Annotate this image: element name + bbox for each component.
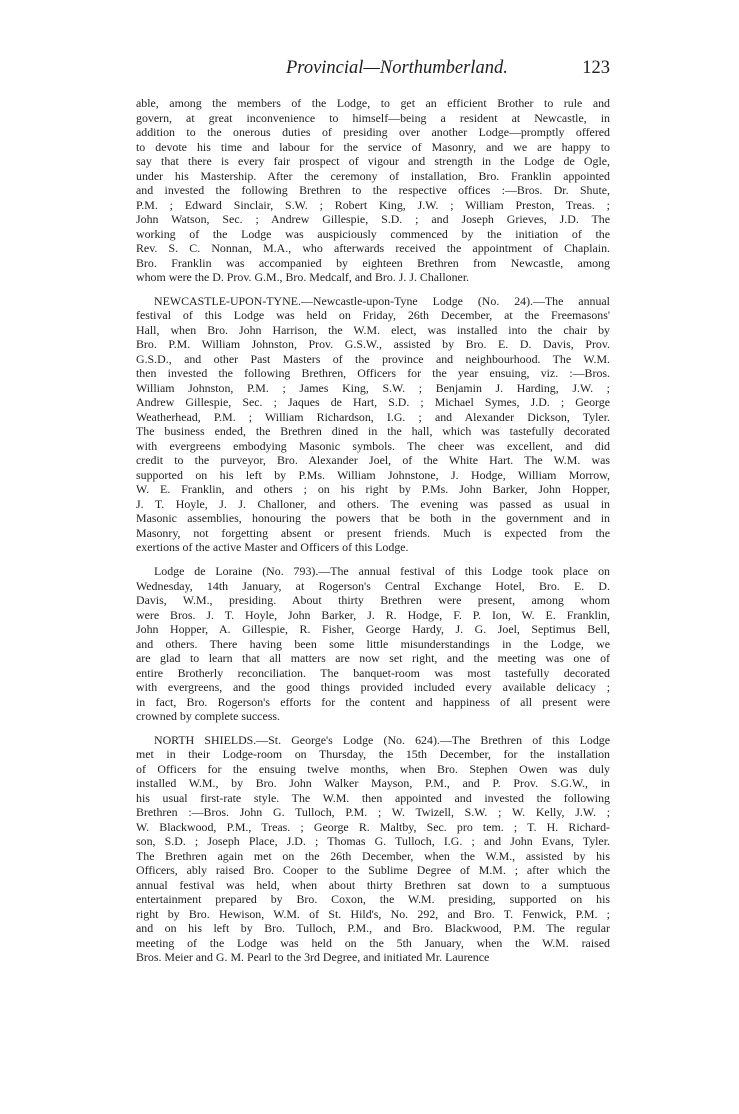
text-line: Wednesday, 14th January, at Rogerson's Central Exchange Hotel, Bro. E. D.	[136, 578, 610, 593]
text-line: annual festival was held, when about thirty Brethren sat down to a sumptuous	[136, 877, 610, 892]
paragraph	[136, 733, 610, 965]
text-line: crowned by complete success.	[136, 709, 280, 724]
text-line: William Johnston, P.M. ; James King, S.W. ; Benjamin J. Harding, J.W. ;	[136, 380, 610, 395]
text-line: NEWCASTLE-UPON-TYNE.—Newcastle-upon-Tyne Lodge (No. 24).—The annual	[154, 293, 610, 308]
text-line: right by Bro. Hewison, W.M. of St. Hild's, No. 292, and Bro. T. Fenwick, P.M. ;	[136, 906, 610, 921]
text-line: whom were the D. Prov. G.M., Bro. Medcalf, and Bro. J. J. Challoner.	[136, 270, 470, 285]
text-line: P.M. ; Edward Sinclair, S.W. ; Robert King, J.W. ; William Preston, Treas. ;	[136, 197, 610, 212]
text-line: Officers, ably raised Bro. Cooper to the Sublime Degree of M.M. ; after which the	[136, 863, 610, 878]
text-line: Bros. Meier and G. M. Pearl to the 3rd Degree, and initiated Mr. Laurence	[136, 950, 490, 965]
text-line: J. T. Hoyle, J. J. Challoner, and others. The evening was passed as usual in	[136, 496, 610, 511]
text-line: working of the Lodge was auspiciously commenced by the initiation of the	[136, 226, 610, 241]
text-line: with evergreens, and the good things provided included every available delicacy ;	[136, 680, 610, 695]
page-number: 123	[582, 58, 610, 78]
text-line: say that there is every fair prospect of vigour and strength in the Lodge de Ogle,	[136, 154, 610, 169]
text-line: then invested the following Brethren, Officers for the year ensuing, viz. :—Bros.	[136, 366, 610, 381]
text-line: Andrew Gillespie, Sec. ; Jaques de Hart, S.D. ; Michael Symes, J.D. ; George	[136, 395, 610, 410]
text-line: able, among the members of the Lodge, to get an efficient Brother to rule and	[136, 96, 610, 110]
text-line: met in their Lodge-room on Thursday, the 15th December, for the installation	[136, 747, 610, 762]
text-line: meeting of the Lodge was held on the 5th January, when the W.M. raised	[136, 935, 610, 950]
text-line: credit to the purveyor, Bro. Alexander Joel, of the White Hart. The W.M. was	[136, 453, 610, 468]
text-line: G.S.D., and other Past Masters of the province and neighbourhood. The W.M.	[136, 351, 610, 366]
text-line: Bro. Franklin was accompanied by eighteen Brethren from Newcastle, among	[136, 255, 610, 270]
text-line: addition to the onerous duties of presiding over another Lodge—promptly offered	[136, 125, 610, 140]
running-title: Provincial—Northumberland.	[286, 58, 508, 78]
text-line: The Brethren again met on the 26th December, when the W.M., assisted by his	[136, 848, 610, 863]
text-line: govern, at great inconvenience to himself—being a resident at Newcastle, in	[136, 110, 610, 125]
paragraph	[136, 294, 610, 555]
article-body	[136, 96, 610, 974]
text-line: are glad to learn that all matters are now set right, and the meeting was one of	[136, 651, 610, 666]
text-line: and others. There having been some little misunderstandings in the Lodge, we	[136, 636, 610, 651]
text-line: W. E. Franklin, and others ; on his right by P.Ms. John Barker, John Hopper,	[136, 482, 610, 497]
text-line: The business ended, the Brethren dined in the hall, which was tastefully decorated	[136, 424, 610, 439]
text-line: installed W.M., by Bro. John Walker Mayson, P.M., and P. Prov. S.G.W., in	[136, 776, 610, 791]
text-line: Masonic assemblies, honouring the powers that be both in the government and in	[136, 511, 610, 526]
text-line: his usual first-rate style. The W.M. then appointed and invested the following	[136, 790, 610, 805]
text-line: festival of this Lodge was held on Friday, 26th December, at the Freemasons'	[136, 308, 610, 323]
text-line: Masonry, not forgetting absent or present friends. Much is expected from the	[136, 525, 610, 540]
text-line: NORTH SHIELDS.—St. George's Lodge (No. 624).—The Brethren of this Lodge	[154, 732, 610, 747]
page-header	[136, 58, 610, 84]
paragraph	[136, 96, 610, 285]
text-line: and invested the following Brethren to the respective offices :—Bros. Dr. Shute,	[136, 183, 610, 198]
text-line: under his Mastership. After the ceremony of installation, Bro. Franklin appointed	[136, 168, 610, 183]
text-line: John Hopper, A. Gillespie, R. Fisher, George Hardy, J. G. Joel, Septimus Bell,	[136, 622, 610, 637]
text-line: Rev. S. C. Nonnan, M.A., who afterwards received the appointment of Chaplain.	[136, 241, 610, 256]
text-line: Bro. P.M. William Johnston, Prov. G.S.W., assisted by Bro. E. D. Davis, Prov.	[136, 337, 610, 352]
text-line: Hall, when Bro. John Harrison, the W.M. elect, was installed into the chair by	[136, 322, 610, 337]
text-line: Weatherhead, P.M. ; William Richardson, I.G. ; and Alexander Dickson, Tyler.	[136, 409, 610, 424]
text-line: supported on his left by P.Ms. William Johnstone, J. Hodge, William Morrow,	[136, 467, 610, 482]
text-line: Brethren :—Bros. John G. Tulloch, P.M. ; W. Twizell, S.W. ; W. Kelly, J.W. ;	[136, 805, 610, 820]
text-line: of Officers for the ensuing twelve months, when Bro. Stephen Owen was duly	[136, 761, 610, 776]
text-line: W. Blackwood, P.M., Treas. ; George R. Maltby, Sec. pro tem. ; T. H. Richard-	[136, 819, 610, 834]
text-line: entire Brotherly reconciliation. The banquet-room was most tastefully decorated	[136, 665, 610, 680]
text-line: with evergreens embodying Masonic symbols. The cheer was excellent, and did	[136, 438, 610, 453]
text-line: Davis, W.M., presiding. About thirty Brethren were present, among whom	[136, 593, 610, 608]
paragraph	[136, 564, 610, 724]
text-line: and on his left by Bro. Tulloch, P.M., and Bro. Blackwood, P.M. The regular	[136, 921, 610, 936]
text-line: son, S.D. ; Joseph Place, J.D. ; Thomas G. Tulloch, I.G. ; and John Evans, Tyler.	[136, 834, 610, 849]
text-line: in fact, Bro. Rogerson's efforts for the content and happiness of all present were	[136, 694, 610, 709]
text-line: John Watson, Sec. ; Andrew Gillespie, S.D. ; and Joseph Grieves, J.D. The	[136, 212, 610, 227]
text-line: exertions of the active Master and Officers of this Lodge.	[136, 540, 409, 555]
text-line: to devote his time and labour for the service of Masonry, and we are happy to	[136, 139, 610, 154]
text-line: Lodge de Loraine (No. 793).—The annual festival of this Lodge took place on	[154, 563, 610, 578]
text-line: were Bros. J. T. Hoyle, John Barker, J. R. Hodge, F. P. Ion, W. E. Franklin,	[136, 607, 610, 622]
text-line: entertainment prepared by Bro. Coxon, the W.M. presiding, supported on his	[136, 892, 610, 907]
